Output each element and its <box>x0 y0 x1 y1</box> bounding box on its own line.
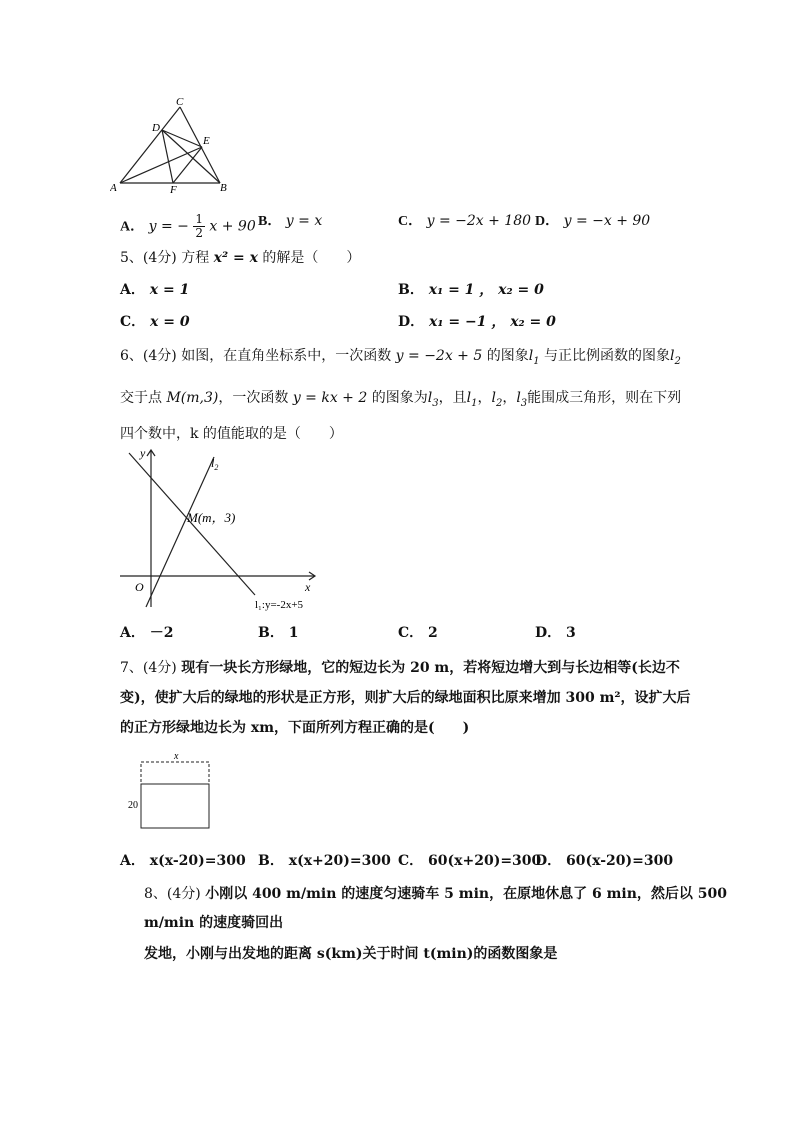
q8-stem-line-2 <box>144 915 283 931</box>
fraction-numerator: 1 <box>195 212 203 226</box>
option-expr: y = x <box>285 213 323 229</box>
q4-option-a[interactable] <box>120 213 256 240</box>
q7-option-c[interactable] <box>398 853 541 869</box>
fraction-one-half <box>193 213 205 240</box>
q6-option-a[interactable] <box>120 625 174 641</box>
text: m/min 的速度骑回出 <box>144 915 284 931</box>
q7-option-b[interactable] <box>258 853 391 869</box>
point-m: M(m,3) <box>166 390 219 406</box>
option-text: 60(x-20)=300 <box>566 853 674 869</box>
question-number: 6、(4分) <box>120 348 177 364</box>
line-l2 <box>146 457 214 607</box>
q4-triangle-figure <box>110 95 235 195</box>
vertex-b-label: B <box>220 182 227 194</box>
text: ， <box>477 390 492 406</box>
q4-option-d[interactable] <box>535 213 650 230</box>
l2-subscript: 2 <box>495 397 503 409</box>
stem-pre: 方程 <box>181 250 210 266</box>
l3-subscript: 3 <box>432 397 439 409</box>
text: 能围成三角形，则在下列 <box>527 390 682 406</box>
l1-symbol: l <box>528 348 534 364</box>
option-text: 3 <box>566 625 576 641</box>
text: 变)，使扩大后的绿地的形状是正方形，则扩大后的绿地面积比原来增加 300 m²，设扩大后 <box>120 690 691 706</box>
option-label: C． <box>398 853 424 869</box>
l1-symbol: l <box>466 390 472 406</box>
option-text: －2 <box>149 625 174 641</box>
question-number: 8、(4分) <box>144 886 201 902</box>
text: 小刚以 400 m/min 的速度匀速骑车 5 min，在原地休息了 6 min，然后以 500 <box>205 886 727 902</box>
text: ，一次函数 <box>218 390 289 406</box>
q7-stem-line-1 <box>120 660 680 676</box>
vertex-e-label: E <box>203 135 210 147</box>
option-label: A． <box>120 853 145 869</box>
l3-subscript: 3 <box>520 397 528 409</box>
side-x-label: x <box>174 751 179 762</box>
q7-option-a[interactable] <box>120 853 246 869</box>
q6-stem-line-3 <box>120 426 343 442</box>
l2-subscript: 2 <box>214 463 219 472</box>
extension-dashed-rect <box>141 762 209 784</box>
option-label: A． <box>120 625 145 641</box>
option-label: D． <box>535 853 562 869</box>
q7-rectangle-figure <box>125 748 220 833</box>
question-number: 5、(4分) <box>120 250 177 266</box>
text: 现有一块长方形绿地，它的短边长为 20 m，若将短边增大到与长边相等(长边不 <box>181 660 680 676</box>
stem-post: 的解是（ ） <box>262 250 361 266</box>
l1-label: l₁:y=-2x+5 <box>255 599 304 611</box>
vertex-a-label: A <box>110 182 117 194</box>
x-axis-label: x <box>305 580 311 594</box>
q7-option-d[interactable] <box>535 853 673 869</box>
l1-subscript: 1 <box>471 397 478 409</box>
option-expr: y = −x + 90 <box>563 213 651 229</box>
option-text: x₁ = 1 ， x₂ = 0 <box>428 282 544 298</box>
option-rhs: x + 90 <box>209 218 256 235</box>
option-text: x = 1 <box>149 282 190 298</box>
original-rect <box>141 784 209 828</box>
text: 交于点 <box>120 390 162 406</box>
option-label: B． <box>258 853 284 869</box>
equation: x² = x <box>213 250 258 266</box>
l1-subscript: 1 <box>533 355 540 367</box>
text: 四个数中，k 的值能取的是（ ） <box>120 426 343 442</box>
l3-symbol: l <box>516 390 521 406</box>
origin-label: O <box>135 580 144 594</box>
option-label: D． <box>535 625 562 641</box>
q6-stem-line-1 <box>120 348 681 370</box>
option-label: B． <box>258 214 282 229</box>
option-text: x₁ = −1 ， x₂ = 0 <box>429 314 556 330</box>
text: ，且 <box>438 390 467 406</box>
fraction-denominator: 2 <box>195 226 203 240</box>
option-label: A． <box>120 219 145 235</box>
l2-symbol: l <box>211 456 215 470</box>
option-text: 1 <box>288 625 299 641</box>
option-label: A． <box>120 282 145 298</box>
option-label: D． <box>398 314 425 330</box>
q6-option-d[interactable] <box>535 625 576 641</box>
option-lhs: y = − <box>148 218 189 235</box>
q6-coordinate-figure <box>115 445 330 615</box>
option-text: x(x+20)=300 <box>288 853 391 869</box>
q5-option-c[interactable] <box>120 314 190 330</box>
option-text: 2 <box>428 625 438 641</box>
option-label: C． <box>398 214 423 229</box>
q4-option-c[interactable] <box>398 213 531 230</box>
q6-stem-line-2 <box>120 390 681 412</box>
q5-option-d[interactable] <box>398 314 556 330</box>
option-label: B． <box>398 282 424 298</box>
equation-l3: y = kx + 2 <box>292 390 368 406</box>
text: 的图象 <box>486 348 529 364</box>
text: 发地，小刚与出发地的距离 s(km)关于时间 t(min)的函数图象是 <box>144 946 558 962</box>
l2-subscript: 2 <box>674 355 681 367</box>
l3-symbol: l <box>427 390 433 406</box>
option-label: C． <box>120 314 146 330</box>
question-number: 7、(4分) <box>120 660 177 676</box>
q5-stem <box>120 250 360 266</box>
option-label: C． <box>398 625 424 641</box>
point-m-label: M(m，3) <box>187 510 236 525</box>
l2-symbol: l <box>491 390 496 406</box>
q7-stem-line-2 <box>120 690 691 706</box>
option-text: x(x-20)=300 <box>149 853 246 869</box>
side-20-label: 20 <box>128 800 138 811</box>
option-label: D． <box>535 214 560 229</box>
q5-option-b[interactable] <box>398 282 544 298</box>
text: ， <box>502 390 517 406</box>
equation-l1: y = −2x + 5 <box>395 348 483 364</box>
q5-option-a[interactable] <box>120 282 189 298</box>
text: 如图，在直角坐标系中，一次函数 <box>181 348 392 364</box>
text: 的图象为 <box>371 390 428 406</box>
q4-option-b[interactable] <box>258 213 322 230</box>
l2-symbol: l <box>670 348 675 364</box>
vertex-d-label: D <box>152 122 160 134</box>
vertex-f-label: F <box>170 184 177 195</box>
l2-label <box>211 456 218 472</box>
text: 的正方形绿地边长为 xm，下面所列方程正确的是( ) <box>120 720 470 736</box>
q6-option-c[interactable] <box>398 625 438 641</box>
option-text: 60(x+20)=300 <box>428 853 542 869</box>
vertex-c-label: C <box>176 96 184 108</box>
q8-stem-line-3 <box>144 946 557 962</box>
text: 与正比例函数的图象 <box>544 348 671 364</box>
q8-stem-line-1 <box>144 886 727 902</box>
y-axis-label: y <box>140 446 146 460</box>
option-label: B． <box>258 625 284 641</box>
option-expr: y = −2x + 180 <box>426 213 532 229</box>
q7-stem-line-3 <box>120 720 469 736</box>
q6-option-b[interactable] <box>258 625 298 641</box>
option-text: x = 0 <box>150 314 190 330</box>
